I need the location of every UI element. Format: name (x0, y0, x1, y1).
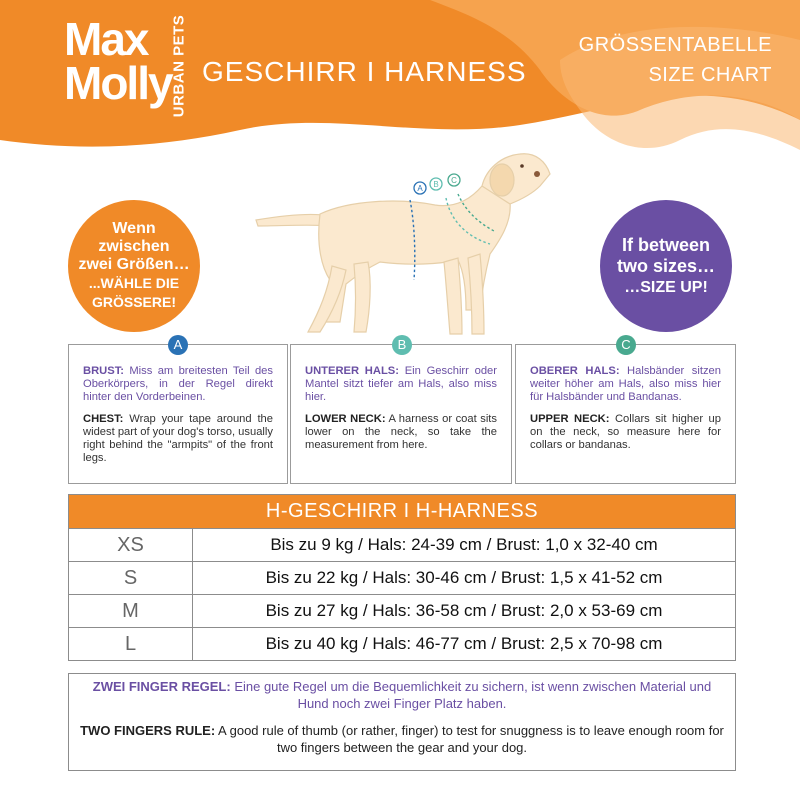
size-label: S (69, 562, 193, 594)
chest-label-en: CHEST: (83, 413, 124, 425)
table-row (69, 594, 735, 627)
diagram-marker-a: A (417, 184, 423, 193)
logo-word-max: Max (64, 13, 148, 65)
lower-neck-label-en: LOWER NECK: (305, 413, 386, 425)
page-title: GESCHIRR I HARNESS (202, 56, 527, 87)
size-spec: Bis zu 22 kg / Hals: 30-46 cm / Brust: 1,5 x 41-52 cm (265, 568, 663, 587)
info-box-upper-neck (515, 337, 736, 484)
upper-neck-description-de (530, 365, 721, 404)
rule-description-de (79, 678, 725, 712)
brand-logo (64, 13, 194, 118)
size-chart-title-en: SIZE CHART (648, 64, 772, 86)
upper-neck-text-de: Halsbänder sitzen weiter höher am Hals, also miss hier für Halsbänder und Bandanas. (530, 365, 721, 403)
letter-a-icon: A (168, 335, 188, 355)
rule-text-en: A good rule of thumb (or rather, finger) to test for snuggness is to leave enough room for two fingers between the gear and your dog. (215, 723, 724, 755)
logo-word-molly: Molly (64, 57, 172, 109)
size-chart-title (579, 30, 772, 90)
rule-text-de: Eine gute Regel um die Bequemlichkeit zu sichern, ist wenn zwischen Material und Hund noch zwei Finger Platz haben. (230, 679, 712, 711)
letter-b-icon: B (392, 335, 412, 355)
table-row (69, 528, 735, 561)
rule-label-de: ZWEI FINGER REGEL: (92, 679, 231, 694)
lower-neck-description-de (305, 365, 497, 404)
dog-illustration (250, 150, 570, 350)
size-up-badge-de (68, 200, 200, 332)
badge-en-line2: two sizes… (616, 255, 716, 276)
letter-c-icon: C (616, 335, 636, 355)
size-label: XS (69, 529, 193, 561)
size-up-badge-en (600, 200, 732, 332)
table-row (69, 561, 735, 594)
size-label: L (69, 628, 193, 660)
size-table (68, 494, 736, 661)
badge-de-line2: zwischen (98, 238, 170, 255)
badge-de-emph1: ...WÄHLE DIE (88, 275, 180, 291)
diagram-marker-c: C (451, 176, 457, 185)
lower-neck-text-en: A harness or coat sits lower on the neck, so take the measurement from here. (305, 413, 498, 451)
size-label: M (69, 595, 193, 627)
size-spec: Bis zu 9 kg / Hals: 24-39 cm / Brust: 1,0 x 32-40 cm (270, 535, 658, 554)
badge-de-emph2: GRÖSSERE! (91, 294, 176, 310)
chest-description-en (83, 413, 273, 465)
info-box-chest (68, 337, 288, 484)
chest-text-en: Wrap your tape around the widest part of your dog's torso, usually right behind the "armpits" of the front legs. (83, 413, 273, 464)
lower-neck-description-en (305, 413, 497, 452)
logo-urban-pets-text: URBAN PETS (170, 14, 188, 118)
size-spec: Bis zu 27 kg / Hals: 36-58 cm / Brust: 2,0 x 53-69 cm (265, 601, 663, 620)
info-box-lower-neck (290, 337, 512, 484)
size-chart-title-de: GRÖSSENTABELLE (578, 34, 772, 56)
badge-de-line1: Wenn (112, 220, 156, 237)
rule-description-en (79, 722, 725, 756)
rule-label-en: TWO FINGERS RULE: (80, 723, 216, 738)
upper-neck-text-en: Collars sit higher up on the neck, so measure here for collars or bandanas. (530, 413, 721, 451)
badge-en-line1: If between (621, 234, 710, 255)
size-spec: Bis zu 40 kg / Hals: 46-77 cm / Brust: 2,5 x 70-98 cm (265, 634, 663, 653)
size-table-heading: H-GESCHIRR I H-HARNESS (69, 495, 735, 528)
two-finger-rule-box (68, 673, 736, 771)
chest-description-de (83, 365, 273, 404)
badge-en-emph: …SIZE UP! (624, 278, 708, 296)
logo-urban-pets (168, 14, 190, 118)
lower-neck-text-de: Ein Geschirr oder Mantel sitzt tiefer am Hals, also miss hier. (305, 365, 497, 403)
upper-neck-description-en (530, 413, 721, 452)
badge-de-line3: zwei Größen… (78, 256, 190, 273)
table-row (69, 627, 735, 660)
chest-text-de: Miss am breitesten Teil des Oberkörpers, in der Regel direkt hinter den Vorderbeinen. (83, 365, 273, 403)
upper-neck-label-en: UPPER NECK: (530, 413, 610, 425)
diagram-marker-b: B (433, 180, 439, 189)
lower-neck-label-de: UNTERER HALS: (305, 365, 399, 377)
chest-label-de: BRUST: (83, 365, 125, 377)
upper-neck-label-de: OBERER HALS: (530, 365, 620, 377)
